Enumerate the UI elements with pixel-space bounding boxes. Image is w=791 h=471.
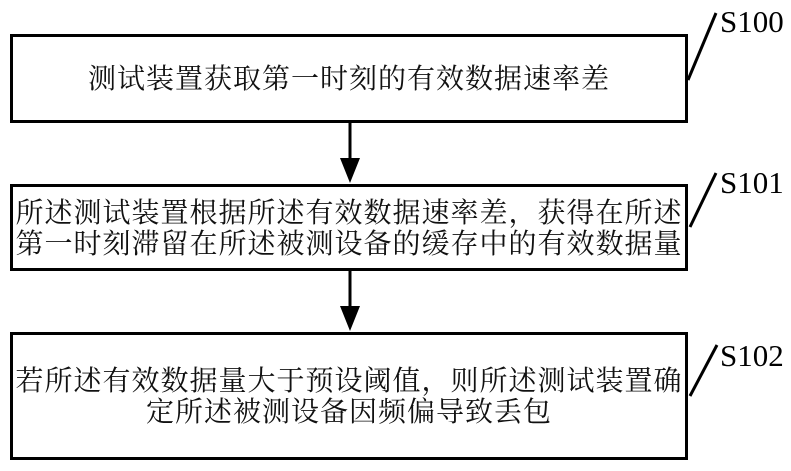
step-s101-text-line: 所述测试装置根据所述有效数据速率差，获得在所述 xyxy=(15,195,683,229)
flow-arrowhead-box2-to-box3 xyxy=(340,306,360,331)
step-label-s101: S101 xyxy=(720,165,784,200)
step-s101-text-line: 第一时刻滞留在所述被测设备的缓存中的有效数据量 xyxy=(15,226,683,260)
leader-line-s101 xyxy=(690,173,716,227)
leader-line-s100 xyxy=(688,13,716,80)
step-label-s100: S100 xyxy=(720,4,784,39)
step-box-s100 xyxy=(10,34,688,123)
step-s100-text-line: 测试装置获取第一时刻的有效数据速率差 xyxy=(87,62,610,95)
step-box-s102 xyxy=(10,332,688,460)
step-s102-text-line: 若所述有效数据量大于预设阈值，则所述测试装置确 xyxy=(15,364,683,397)
leader-line-s102 xyxy=(690,345,717,396)
flow-arrowhead-box1-to-box2 xyxy=(340,158,360,183)
step-label-s102: S102 xyxy=(720,338,784,373)
step-s102-text-line: 定所述被测设备因频偏导致丢包 xyxy=(145,395,552,428)
step-box-s101 xyxy=(10,184,688,271)
